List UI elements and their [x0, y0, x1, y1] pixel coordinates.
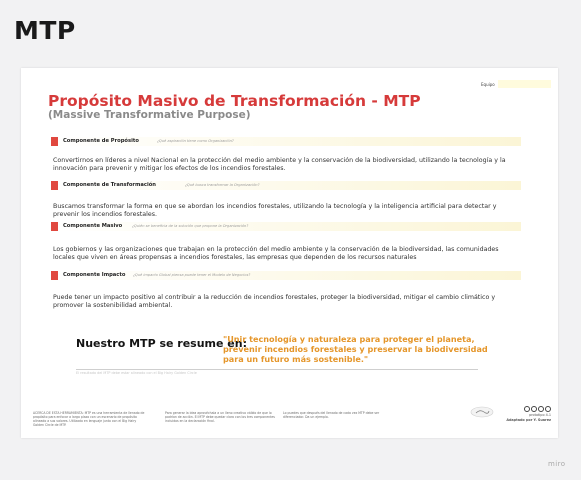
summary-text[interactable]: "Unir tecnología y naturaleza para proteger el planeta, prevenir incendios forestales y preservar la biodiversidad para un futuro más sostenible." — [223, 334, 488, 364]
section-header-transformacion — [51, 181, 521, 190]
section-header-masivo — [51, 222, 521, 231]
section-label: Componente Masivo — [63, 223, 123, 229]
canvas-subtitle: (Massive Transformative Purpose) — [48, 109, 251, 121]
footer-credit: Adaptado por Y. Suarez — [506, 418, 551, 422]
section-hint: ¿Qué busca transformar la Organización? — [185, 183, 260, 187]
footer-about: ACERCA DE ESTA HERRAMIENTA: MTP es una herramienta de llenado de propósito para enfocar a largo plazo con un escenario de propósito alineado a sus valores. Utilizado en lenguaje junto con el Big Hairy Golden Circle de MTP. — [33, 411, 145, 427]
section-body-proposito[interactable]: Convertirnos en líderes a nivel Nacional en la protección del medio ambiente y la conservación de la biodiversidad, utilizando la tecnología y la innovación para prevenir y mitigar los efectos de los incendios forestales. — [53, 157, 506, 172]
summary-divider — [76, 369, 478, 370]
section-body-impacto[interactable]: Puede tener un impacto positivo al contribuir a la reducción de incendios forestales, proteger la biodiversidad, mitigar el cambio climático y promover la sostenibilidad ambiental. — [53, 294, 496, 309]
author-logo-icon — [470, 406, 494, 418]
section-body-transformacion[interactable]: Buscamos transformar la forma en que se abordan los incendios forestales, utilizando la tecnología y la inteligencia artificial para detectar y prevenir los incendios forestales. — [53, 203, 497, 218]
footer-version: prototipo 4.1 — [529, 413, 551, 417]
footer-notes: Lo puedes que después del llenado de cada vez MTP debe ser diferenciador. Da un ejemplo. — [283, 411, 380, 419]
summary-note: El resultado del MTP debe estar alineado con el Big Hairy Golden Circle — [76, 371, 197, 375]
equipo-field[interactable] — [498, 80, 551, 88]
mtp-canvas-card[interactable] — [21, 68, 558, 438]
section-header-proposito — [51, 137, 521, 146]
section-body-masivo[interactable]: Los gobiernos y las organizaciones que trabajan en la protección del medio ambiente y la conservación de la biodiversidad, las comunidades locales que viven en áreas propensas a incendios forestales, las empresas que dependen de los recursos naturales — [53, 246, 499, 261]
section-marker — [51, 271, 58, 280]
section-label: Componente Impacto — [63, 272, 126, 278]
section-hint: ¿Qué impacto Global piensa puede tener el Modelo de Negocios? — [133, 273, 251, 277]
footer-instructions: Para generar la idea aprovéchala a un lleno creativo válido de que lo podrían de acción. El MTP debe quedar claro con los tres componentes incluidos en la declaración final. — [165, 411, 275, 423]
creative-commons-icon — [501, 406, 551, 412]
section-label: Componente de Propósito — [63, 138, 139, 144]
section-marker — [51, 181, 58, 190]
board-title: MTP — [14, 16, 76, 45]
canvas-title: Propósito Masivo de Transformación - MTP — [48, 92, 421, 110]
section-marker — [51, 137, 58, 146]
section-hint: ¿Quién se beneficia de la solución que propone la Organización? — [132, 224, 249, 228]
miro-logo: miro — [548, 460, 566, 468]
section-marker — [51, 222, 58, 231]
section-header-impacto — [51, 271, 521, 280]
footer-credits — [501, 406, 551, 423]
equipo-label: Equipo — [481, 82, 495, 87]
section-hint: ¿Qué aspiración tiene como Organización? — [157, 139, 234, 143]
summary-title: Nuestro MTP se resume en: — [76, 337, 247, 350]
section-label: Componente de Transformación — [63, 182, 157, 188]
